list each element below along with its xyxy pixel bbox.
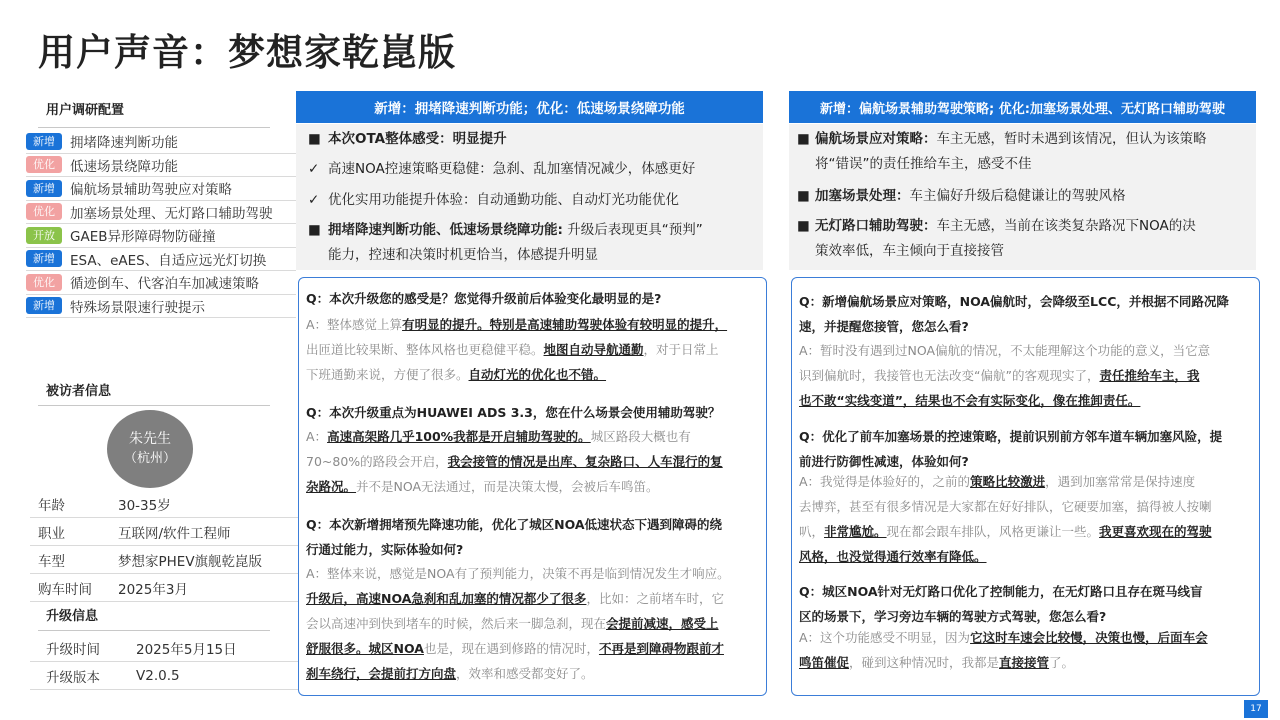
page-number: 17 [1244, 700, 1268, 718]
config-item [26, 224, 296, 248]
right-header-bar: 新增：偏航场景辅助驾驶策略; 优化:加塞场景处理、无灯路口辅助驾驶 [789, 91, 1256, 123]
info-row [30, 518, 300, 546]
square-bullet-icon: ■ [797, 218, 810, 234]
tag-new: 新增 [26, 133, 62, 150]
mid-question-2: Q：本次升级重点为HUAWEI ADS 3.3，您在什么场景会使用辅助驾驶？ [306, 405, 721, 420]
config-item [26, 201, 296, 225]
info-key: 年龄 [38, 497, 65, 514]
mid-header-bar: 新增：拥堵降速判断功能；优化：低速场景绕障功能 [296, 91, 763, 123]
page-title: 用户声音：梦想家乾崑版 [38, 31, 456, 74]
tag-open: 开放 [26, 227, 62, 244]
upgrade-row [30, 662, 300, 690]
mid-bullet-4: ■ 拥堵降速判断功能、低速场景绕障功能: 升级后表现更具“预判” 能力，控速和决策时机更恰当，体感提升明显 [308, 218, 758, 268]
config-item [26, 177, 296, 201]
info-value: 30-35岁 [118, 497, 171, 514]
upgrade-value: 2025年5月15日 [136, 641, 237, 658]
avatar [107, 410, 193, 488]
config-text: 特殊场景限速行驶提示 [70, 299, 205, 316]
config-text: 拥堵降速判断功能 [70, 135, 178, 152]
square-bullet-icon: ■ [797, 188, 810, 204]
info-key: 购车时间 [38, 581, 92, 598]
avatar-city: （杭州） [123, 451, 176, 466]
config-item [26, 295, 296, 319]
upgrade-value: V2.0.5 [136, 667, 180, 684]
tag-optimize: 优化 [26, 274, 62, 291]
mid-answer-3: A：整体来说，感觉是NOA有了预判能力，决策不再是临到情况发生才响应。 升级后，高速NOA急刹和乱加塞的情况都少了很多，比如：之前堵车时，它 会以高速冲到快到堵车的时候，然后来一脚急刹，现在会提前减速，感受上 舒服很多。城区NOA也是，现在遇到修路的情况时，不再是到障碍物跟前才 刹车绕行，会提前打方向盘，效率和感受都变好了。 [306, 566, 730, 681]
upgrade-heading: 升级信息 [46, 609, 99, 624]
mid-question-3: Q：本次新增拥堵预先降速功能，优化了城区NOA低速状态下遇到障碍的绕 行通过能力，实际体验如何? [306, 517, 723, 557]
interviewee-table [30, 490, 300, 602]
upgrade-key: 升级时间 [46, 641, 100, 658]
interviewee-divider [38, 405, 270, 406]
info-key: 职业 [38, 525, 65, 542]
config-text: ESA、eAES、自适应远光灯切换 [70, 252, 267, 269]
mid-answer-1: A：整体感觉上算有明显的提升。特别是高速辅助驾驶体验有较明显的提升， 出匝道比较果断、整体风格也更稳健平稳。地图自动导航通勤，对于日常上 下班通勤来说，方便了很多。自动灯光的优化也不错。 [306, 317, 728, 382]
config-item [26, 271, 296, 295]
config-item [26, 130, 296, 154]
right-bullet-2: ■ 加塞场景处理：车主偏好升级后稳健谦让的驾驶风格 [797, 184, 1252, 209]
tag-new: 新增 [26, 180, 62, 197]
info-row [30, 546, 300, 574]
config-item [26, 248, 296, 272]
avatar-name: 朱先生 [129, 431, 171, 447]
interviewee-heading: 被访者信息 [46, 384, 112, 399]
tag-optimize: 优化 [26, 156, 62, 173]
info-value: 梦想家PHEV旗舰乾崑版 [118, 553, 263, 570]
info-value: 互联网/软件工程师 [118, 525, 231, 542]
config-heading: 用户调研配置 [46, 103, 125, 118]
right-question-1: Q：新增偏航场景应对策略，NOA偏航时，会降级至LCC，并根据不同路况降 速，并提醒您接管，您怎么看? [799, 294, 1229, 334]
info-row [30, 574, 300, 602]
square-bullet-icon: ■ [797, 131, 810, 147]
upgrade-table [30, 634, 300, 690]
config-list [26, 130, 296, 318]
config-item [26, 154, 296, 178]
right-answer-2: A：我觉得是体验好的，之前的策略比较激进，遇到加塞常常是保持速度 去博弈，甚至有很多情况是大家都在好好排队，它硬要加塞，搞得被人按喇 叭，非常尴尬。现在都会跟车排队，风格更谦让一些。我更喜欢现在的驾驶 风格，也没觉得通行效率有降低。 [799, 474, 1212, 564]
mid-bullet-3: ✓ 优化实用功能提升体验：自动通勤功能、自动灯光功能优化 [308, 188, 758, 213]
config-divider [38, 127, 270, 128]
info-key: 车型 [38, 553, 65, 570]
upgrade-row [30, 634, 300, 662]
right-bullet-1: ■ 偏航场景应对策略：车主无感，暂时未遇到该情况，但认为该策略 将“错误”的责任推给车主，感受不佳 [797, 127, 1252, 177]
right-answer-1: A：暂时没有遇到过NOA偏航的情况，不太能理解这个功能的意义，当它意 识到偏航时，我接管也无法改变“偏航”的客观现实了，责任推给车主，我 也不敢“实线变道”，结果也不会有实际变化，像在推卸责任。 [799, 343, 1211, 408]
check-icon: ✓ [308, 192, 320, 208]
mid-bullet-1: ■ 本次OTA整体感受：明显提升 [308, 127, 758, 152]
mid-bullet-2: ✓ 高速NOA控速策略更稳健：急刹、乱加塞情况减少，体感更好 [308, 157, 758, 182]
tag-new: 新增 [26, 250, 62, 267]
right-question-2: Q：优化了前车加塞场景的控速策略，提前识别前方邻车道车辆加塞风险，提 前进行防御性减速，体验如何? [799, 429, 1223, 469]
mid-answer-2: A：高速高架路几乎100%我都是开启辅助驾驶的。城区路段大概也有 70~80%的路段会开启，我会接管的情况是出库、复杂路口、人车混行的复 杂路况。并不是NOA无法通过，而是决策太慢，会被后车鸣笛。 [306, 429, 723, 494]
upgrade-key: 升级版本 [46, 669, 100, 686]
tag-optimize: 优化 [26, 203, 62, 220]
config-text: 低速场景绕障功能 [70, 158, 178, 175]
config-text: 循迹倒车、代客泊车加减速策略 [70, 276, 259, 293]
right-answer-3: A：这个功能感受不明显，因为它这时车速会比较慢，决策也慢，后面车会 鸣笛催促，碰到这种情况时，我都是直接接管了。 [799, 630, 1208, 670]
check-icon: ✓ [308, 161, 320, 177]
right-bullet-3: ■ 无灯路口辅助驾驶：车主无感，当前在该类复杂路况下NOA的决 策效率低，车主倾向于直接接管 [797, 214, 1252, 264]
square-bullet-icon: ■ [308, 131, 321, 147]
config-text: 加塞场景处理、无灯路口辅助驾驶 [70, 205, 273, 222]
square-bullet-icon: ■ [308, 222, 321, 238]
config-text: 偏航场景辅助驾驶应对策略 [70, 182, 232, 199]
right-question-3: Q：城区NOA针对无灯路口优化了控制能力，在无灯路口且存在斑马线盲 区的场景下，学习旁边车辆的驾驶方式驾驶，您怎么看? [799, 584, 1203, 624]
tag-new: 新增 [26, 297, 62, 314]
config-text: GAEB异形障碍物防碰撞 [70, 229, 216, 246]
upgrade-divider [38, 630, 270, 631]
mid-question-1: Q：本次升级您的感受是？您觉得升级前后体验变化最明显的是? [306, 291, 662, 306]
info-value: 2025年3月 [118, 581, 188, 598]
info-row [30, 490, 300, 518]
